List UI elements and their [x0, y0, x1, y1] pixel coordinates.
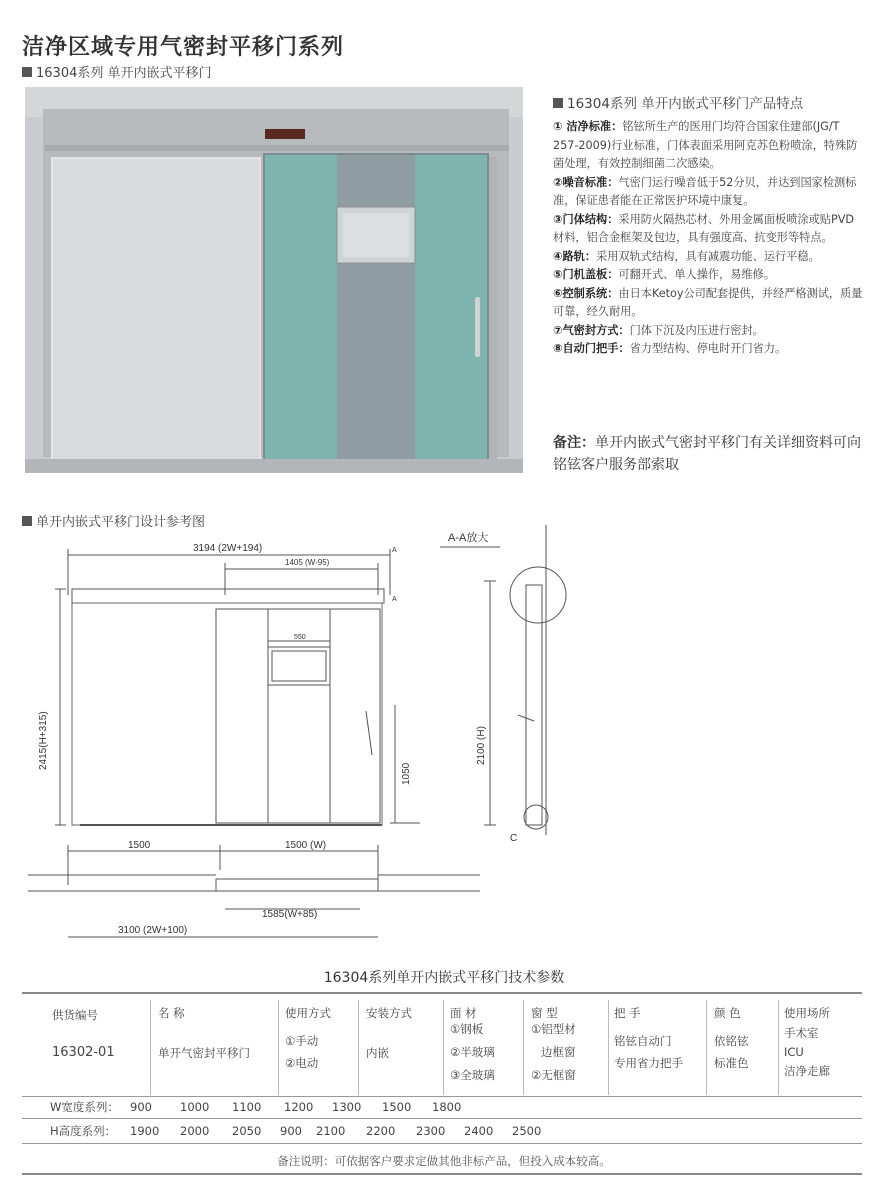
height-value: 1900 — [130, 1124, 160, 1138]
value-window-2: 边框窗 — [541, 1045, 576, 1059]
drawing-heading-text: 单开内嵌式平移门设计参考图 — [36, 515, 206, 530]
width-value: 1100 — [232, 1100, 262, 1114]
width-value: 1000 — [180, 1100, 210, 1114]
value-color-2: 标准色 — [714, 1056, 749, 1070]
header-usage: 使用方式 — [285, 1006, 331, 1020]
height-value: 2300 — [416, 1124, 446, 1138]
footnote: 备注说明：可依据客户要求定做其他非标产品，但投入成本较高。 — [277, 1154, 611, 1168]
dim-550: 550 — [294, 634, 306, 641]
value-material-2: ②半玻璃 — [450, 1045, 495, 1059]
width-value: 1200 — [284, 1100, 314, 1114]
col-divider — [608, 1000, 609, 1095]
header-color: 颜 色 — [714, 1006, 741, 1020]
dim-1050: 1050 — [401, 762, 412, 785]
dim-1585: 1585(W+85) — [262, 909, 318, 920]
features-heading-text: 16304系列 单开内嵌式平移门产品特点 — [567, 96, 804, 112]
value-code: 16302-01 — [52, 1045, 115, 1060]
technical-drawing — [0, 525, 888, 945]
bullet-square-icon — [22, 67, 32, 77]
dim-height-total: 2415(H+315) — [38, 711, 49, 770]
col-divider — [706, 1000, 707, 1095]
value-handle-1: 铭铉自动门 — [614, 1034, 672, 1048]
col-divider — [278, 1000, 279, 1095]
product-subtitle — [22, 62, 212, 81]
height-series-label: H高度系列： — [50, 1124, 117, 1138]
col-divider — [150, 1000, 151, 1095]
dim-h: 2100 (H) — [476, 726, 487, 765]
width-value: 900 — [130, 1100, 152, 1114]
marker-c: C — [510, 833, 518, 844]
marker-a-2: A — [392, 596, 397, 603]
dim-1500w: 1500 (W) — [285, 840, 327, 851]
height-value: 2100 — [316, 1124, 346, 1138]
section-label: A-A放大 — [448, 532, 489, 544]
table-title: 16304系列单开内嵌式平移门技术参数 — [323, 970, 565, 986]
value-handle-2: 专用省力把手 — [614, 1056, 683, 1070]
height-value: 2400 — [464, 1124, 494, 1138]
width-series-label: W宽度系列： — [50, 1100, 119, 1114]
dim-3100: 3100 (2W+100) — [118, 925, 188, 936]
height-value: 2200 — [366, 1124, 396, 1138]
feature-item: ④路轨：采用双轨式结构，具有减震功能、运行平稳。 — [553, 249, 820, 263]
value-color-1: 依铭铉 — [714, 1034, 749, 1048]
col-divider — [358, 1000, 359, 1095]
dim-opening: 1405 (W-95) — [285, 558, 330, 567]
value-window-1: ①铝型材 — [531, 1022, 576, 1036]
value-place-3: 洁净走廊 — [784, 1064, 830, 1078]
value-window-3: ②无框窗 — [531, 1068, 576, 1082]
width-value: 1500 — [382, 1100, 412, 1114]
width-series — [50, 1099, 482, 1115]
height-value: 2000 — [180, 1124, 210, 1138]
table-rule — [22, 1143, 862, 1144]
door-photo — [25, 87, 523, 473]
table-rule — [22, 1118, 862, 1119]
value-material-1: ①钢板 — [450, 1022, 484, 1036]
header-window: 窗 型 — [531, 1006, 558, 1020]
header-install: 安装方式 — [366, 1006, 412, 1020]
height-series — [50, 1123, 560, 1139]
header-name: 名 称 — [158, 1006, 185, 1020]
height-value: 2050 — [232, 1124, 262, 1138]
page-title: 洁净区域专用气密封平移门系列 — [22, 35, 345, 60]
width-value: 1300 — [332, 1100, 362, 1114]
value-name: 单开气密封平移门 — [158, 1046, 250, 1060]
feature-item: ⑥控制系统：由日本Ketoy公司配套提供，并经严格测试，质量可靠，经久耐用。 — [553, 286, 863, 318]
width-value: 1800 — [432, 1100, 462, 1114]
height-value: 900 — [280, 1124, 302, 1138]
col-divider — [523, 1000, 524, 1095]
dim-1500: 1500 — [128, 840, 151, 851]
table-rule — [22, 1096, 862, 1097]
col-divider — [778, 1000, 779, 1095]
table-bottom-rule — [22, 1173, 862, 1175]
feature-item: ②噪音标准：气密门运行噪音低于52分贝，并达到国家检测标准，保证患者能在正常医护环境中康复。 — [553, 175, 857, 207]
value-install: 内嵌 — [366, 1046, 389, 1060]
header-code: 供货编号 — [52, 1008, 98, 1022]
feature-item: ① 洁净标准：铭铉所生产的医用门均符合国家住建部(JG/T 257-2009)行业标准，门体表面采用阿克苏色粉喷涂，特殊防菌处理，有效控制细菌二次感染。 — [553, 120, 858, 170]
header-material: 面 材 — [450, 1006, 477, 1020]
product-subtitle-text: 16304系列 单开内嵌式平移门 — [36, 66, 212, 81]
note: 备注：单开内嵌式气密封平移门有关详细资料可向铭铉客户服务部索取 — [553, 435, 861, 473]
feature-item: ③门体结构：采用防火隔热芯材、外用金属面板喷涂或贴PVD材料，铝合金框架及包边，具有强度高、抗变形等特点。 — [553, 212, 854, 244]
value-usage-2: ②电动 — [285, 1056, 319, 1070]
value-material-3: ③全玻璃 — [450, 1068, 495, 1082]
bullet-square-icon — [553, 98, 563, 108]
value-place-2: ICU — [784, 1045, 804, 1059]
header-handle: 把 手 — [614, 1006, 641, 1020]
col-divider — [443, 1000, 444, 1095]
feature-item: ⑤门机盖板：可翻开式、单人操作，易维修。 — [553, 268, 776, 281]
feature-item: ⑧自动门把手：省力型结构、停电时开门省力。 — [553, 342, 787, 355]
marker-a-1: A — [392, 547, 397, 554]
table-top-rule — [22, 992, 862, 994]
features-list — [553, 118, 863, 359]
dim-total-width: 3194 (2W+194) — [193, 543, 263, 554]
height-value: 2500 — [512, 1124, 542, 1138]
feature-item: ⑦气密封方式：门体下沉及内压进行密封。 — [553, 323, 764, 337]
features-heading — [553, 92, 803, 112]
value-place-1: 手术室 — [784, 1026, 819, 1040]
value-usage-1: ①手动 — [285, 1034, 319, 1048]
header-place: 使用场所 — [784, 1006, 830, 1020]
